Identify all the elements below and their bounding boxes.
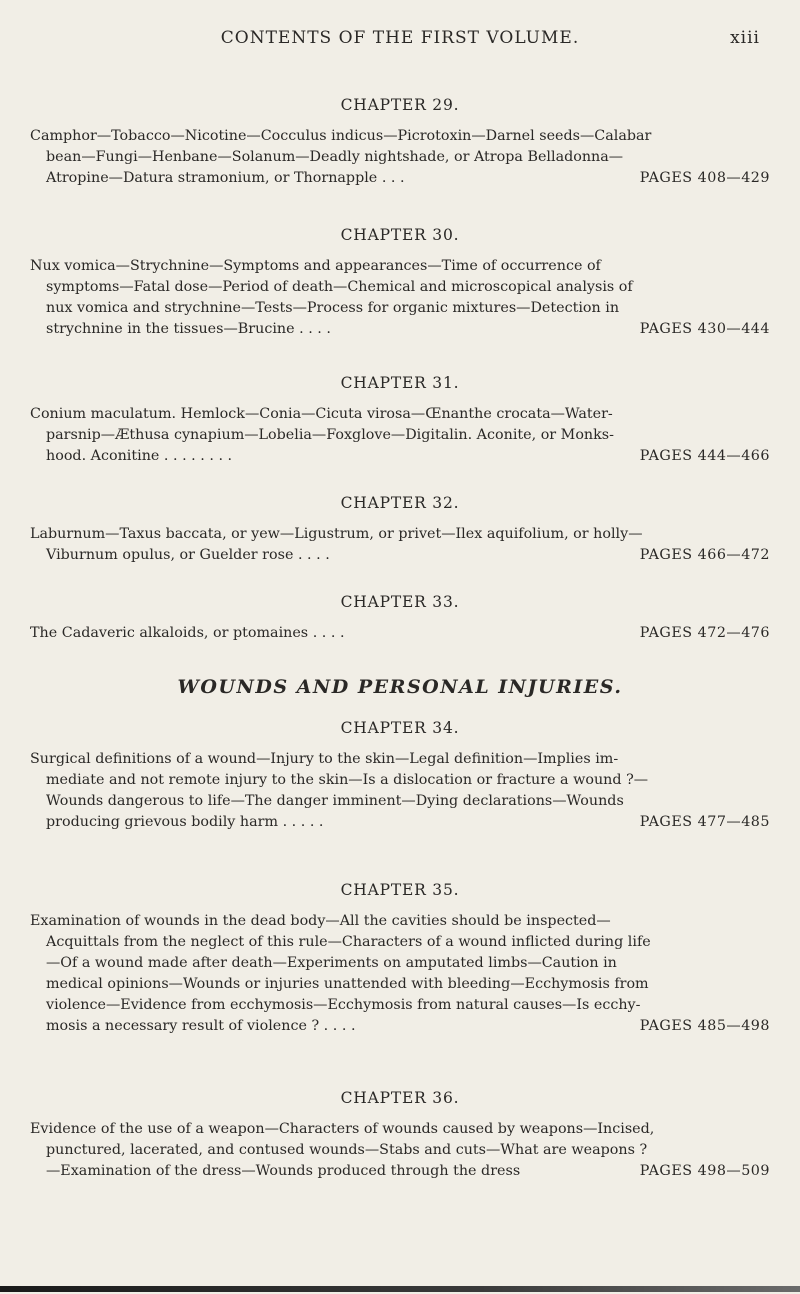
summary-line: strychnine in the tissues—Brucine . . . . xyxy=(46,321,331,337)
summary-line: Viburnum opulus, or Guelder rose . . . . xyxy=(46,547,330,563)
chapter-summary xyxy=(30,404,770,467)
summary-line: Conium maculatum. Hemlock—Conia—Cicuta virosa—Œnanthe crocata—Water- xyxy=(30,406,613,422)
chapter-36 xyxy=(30,1089,770,1182)
chapter-summary xyxy=(30,524,770,566)
summary-line: medical opinions—Wounds or injuries unattended with bleeding—Ecchymosis from xyxy=(46,976,649,992)
summary-line: The Cadaveric alkaloids, or ptomaines . . . . xyxy=(30,625,345,641)
chapter-29 xyxy=(30,96,770,189)
chapter-heading: CHAPTER 35. xyxy=(340,881,460,899)
page-number: xiii xyxy=(730,28,760,48)
summary-line: violence—Evidence from ecchymosis—Ecchymosis from natural causes—Is ecchy- xyxy=(46,997,641,1013)
summary-line: nux vomica and strychnine—Tests—Process for organic mixtures—Detection in xyxy=(46,300,620,316)
page-range: PAGES 466—472 xyxy=(639,547,770,563)
summary-line: Laburnum—Taxus baccata, or yew—Ligustrum, or privet—Ilex aquifolium, or holly— xyxy=(30,526,643,542)
page-range: PAGES 430—444 xyxy=(639,321,770,337)
chapter-33 xyxy=(30,593,770,644)
summary-line: —Examination of the dress—Wounds produced through the dress xyxy=(46,1163,521,1179)
page-range: PAGES 408—429 xyxy=(639,170,770,186)
chapter-summary xyxy=(30,911,770,1037)
section-heading: WOUNDS AND PERSONAL INJURIES. xyxy=(177,676,623,698)
chapter-summary xyxy=(30,623,770,644)
summary-last-line xyxy=(30,168,770,189)
summary-line: Evidence of the use of a weapon—Characters of wounds caused by weapons—Incised, xyxy=(30,1121,655,1137)
summary-line: Camphor—Tobacco—Nicotine—Cocculus indicus—Picrotoxin—Darnel seeds—Calabar xyxy=(30,128,652,144)
summary-line: Wounds dangerous to life—The danger imminent—Dying declarations—Wounds xyxy=(46,793,624,809)
chapter-32 xyxy=(30,494,770,566)
summary-line: parsnip—Æthusa cynapium—Lobelia—Foxglove—Digitalin. Aconite, or Monks- xyxy=(46,427,614,443)
page-range: PAGES 498—509 xyxy=(639,1163,770,1179)
page-edge-shadow xyxy=(0,1286,800,1292)
summary-line: mediate and not remote injury to the skin—Is a dislocation or fracture a wound ?— xyxy=(46,772,649,788)
running-head xyxy=(0,28,800,48)
summary-line: Acquittals from the neglect of this rule—Characters of a wound inflicted during life xyxy=(46,934,651,950)
summary-last-line xyxy=(30,1016,770,1037)
summary-line: bean—Fungi—Henbane—Solanum—Deadly nightshade, or Atropa Belladonna— xyxy=(46,149,624,165)
summary-line: punctured, lacerated, and contused wounds—Stabs and cuts—What are weapons ? xyxy=(46,1142,648,1158)
chapter-31 xyxy=(30,374,770,467)
summary-last-line xyxy=(30,1161,770,1182)
summary-line: mosis a necessary result of violence ? . . . . xyxy=(46,1018,356,1034)
chapter-heading: CHAPTER 33. xyxy=(340,593,460,611)
summary-last-line xyxy=(30,319,770,340)
summary-line: producing grievous bodily harm . . . . . xyxy=(46,814,324,830)
summary-last-line xyxy=(30,446,770,467)
chapter-summary xyxy=(30,126,770,189)
chapter-heading: CHAPTER 34. xyxy=(340,719,460,737)
running-head-title: CONTENTS OF THE FIRST VOLUME. xyxy=(220,28,580,48)
summary-last-line xyxy=(30,545,770,566)
chapter-heading: CHAPTER 36. xyxy=(340,1089,460,1107)
chapter-summary xyxy=(30,749,770,833)
chapter-summary xyxy=(30,256,770,340)
summary-line: hood. Aconitine . . . . . . . . xyxy=(46,448,233,464)
summary-line: Atropine—Datura stramonium, or Thornapple . . . xyxy=(46,170,405,186)
page-range: PAGES 444—466 xyxy=(639,448,770,464)
chapter-34 xyxy=(30,719,770,833)
page-range: PAGES 477—485 xyxy=(639,814,770,830)
summary-line: Nux vomica—Strychnine—Symptoms and appearances—Time of occurrence of xyxy=(30,258,601,274)
chapter-35 xyxy=(30,881,770,1037)
summary-last-line xyxy=(30,623,770,644)
chapter-heading: CHAPTER 32. xyxy=(340,494,460,512)
summary-line: Examination of wounds in the dead body—All the cavities should be inspected— xyxy=(30,913,611,929)
chapter-summary xyxy=(30,1119,770,1182)
chapter-heading: CHAPTER 30. xyxy=(340,226,460,244)
summary-line: Surgical definitions of a wound—Injury to the skin—Legal definition—Implies im- xyxy=(30,751,619,767)
summary-line: symptoms—Fatal dose—Period of death—Chemical and microscopical analysis of xyxy=(46,279,633,295)
summary-last-line xyxy=(30,812,770,833)
chapter-heading: CHAPTER 29. xyxy=(340,96,460,114)
summary-line: —Of a wound made after death—Experiments on amputated limbs—Caution in xyxy=(46,955,617,971)
page-range: PAGES 485—498 xyxy=(639,1018,770,1034)
chapter-30 xyxy=(30,226,770,340)
page-range: PAGES 472—476 xyxy=(639,625,770,641)
chapter-heading: CHAPTER 31. xyxy=(340,374,460,392)
